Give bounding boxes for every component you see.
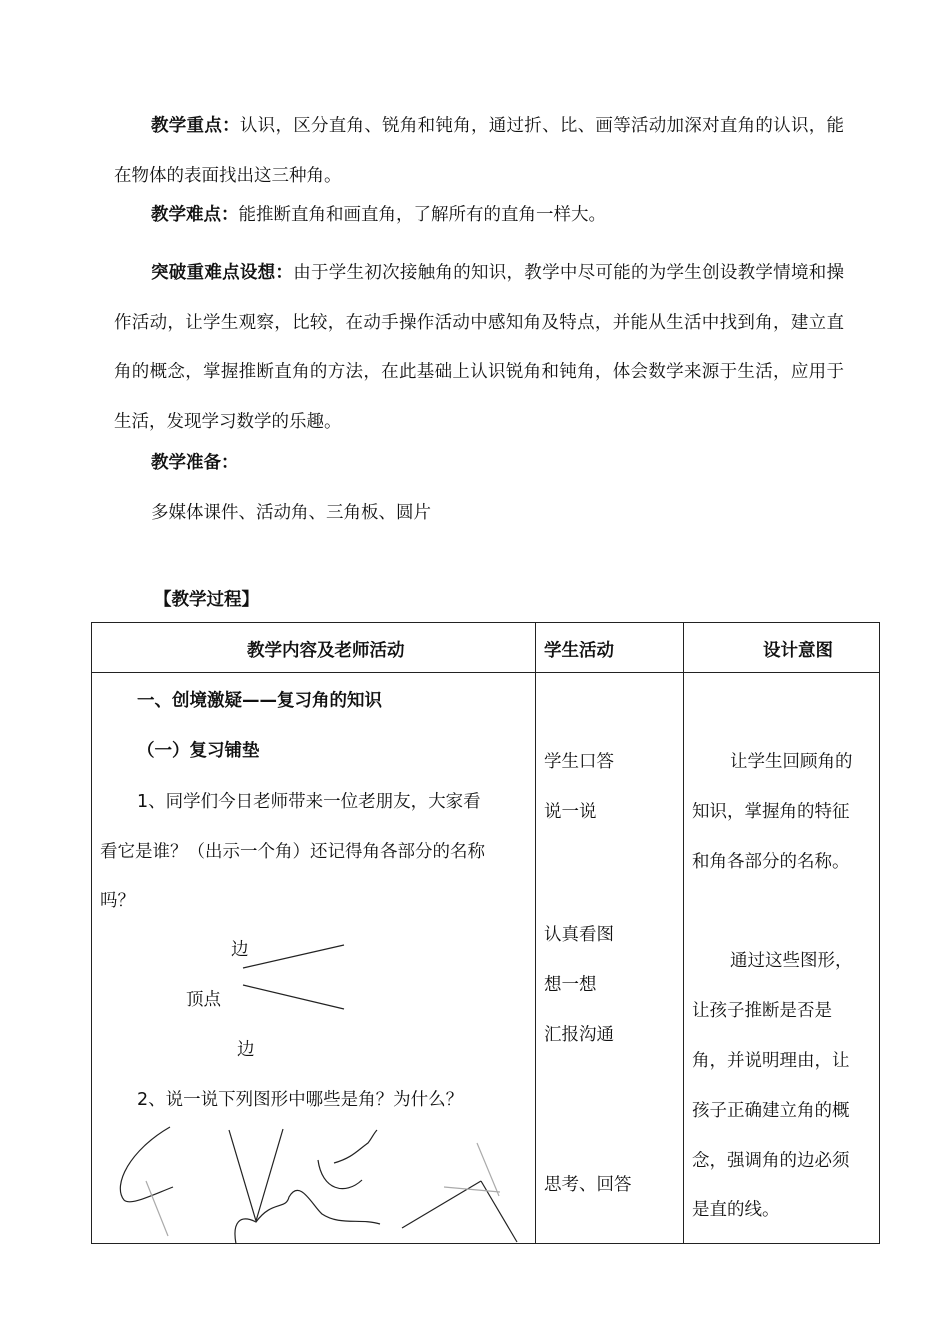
header-content: 教学内容及老师活动 [247, 641, 405, 661]
intent-2-line-4: 孩子正确建立角的概 [692, 1101, 850, 1121]
angle-figure-right-edge [256, 1129, 283, 1221]
grey-line [444, 1187, 500, 1192]
difficulties-label: 教学难点： [151, 205, 239, 225]
angle-diagram [243, 945, 344, 1009]
triangle-edge-left [402, 1181, 481, 1228]
triangle-edge-right [481, 1181, 517, 1242]
question-2: 2、说一说下列图形中哪些是角？为什么？ [137, 1090, 464, 1110]
angle-figures [120, 1127, 517, 1244]
wavy-figure-top [334, 1130, 377, 1163]
breakthrough-text: 由于学生初次接触角的知识，教学中尽可能的为学生创设教学情境和操作活动，让学生观察，比较，在动手操作活动中感知角及特点，并能从生活中找到角，建立直角的概念，掌握推断直角的方法，在此基础上认识锐角和钝角，体会数学来源于生活，应用于生活，发现学习数学的乐趣。 [114, 263, 845, 433]
key-points-text: 认识，区分直角、锐角和钝角，通过折、比、画等活动加深对直角的认识，能在物体的表面找出这三种角。 [114, 116, 845, 186]
grey-line [146, 1181, 168, 1236]
key-points-label: 教学重点： [151, 116, 240, 136]
curved-figure [120, 1127, 173, 1202]
header-student: 学生活动 [544, 641, 614, 661]
section-heading: 一、创境激疑——复习角的知识 [137, 691, 382, 711]
intent-2-line-2: 让孩子推断是否是 [692, 1001, 832, 1021]
student-activity-6: 思考、回答 [544, 1175, 632, 1195]
student-activity-1: 学生口答 [544, 752, 614, 772]
preparation-label: 教学准备： [151, 453, 239, 473]
header-intent: 设计意图 [763, 641, 833, 661]
intent-1-line-1: 让学生回顾角的 [730, 752, 853, 772]
angle-upper-edge [243, 945, 344, 968]
breakthrough-label: 突破重难点设想： [151, 263, 294, 283]
question-1-line-3: 吗？ [100, 891, 135, 911]
grey-line [477, 1143, 499, 1196]
angle-edge-label-top: 边 [231, 940, 249, 960]
intent-1-line-2: 知识，掌握角的特征 [692, 802, 850, 822]
angle-edge-label-bottom: 边 [237, 1040, 255, 1060]
intent-2-line-1: 通过这些图形， [730, 951, 853, 971]
student-activity-2: 说一说 [544, 802, 597, 822]
intent-2-line-6: 是直的线。 [692, 1200, 780, 1220]
angle-vertex-label: 顶点 [186, 990, 221, 1010]
preparation-text: 多媒体课件、活动角、三角板、圆片 [151, 503, 431, 523]
intent-1-line-3: 和角各部分的名称。 [692, 852, 850, 872]
question-1-line-1: 1、同学们今日老师带来一位老朋友，大家看 [137, 792, 481, 812]
subsection-heading: （一）复习铺垫 [137, 741, 260, 761]
difficulties-text: 能推断直角和画直角，了解所有的直角一样大。 [238, 205, 606, 225]
process-title: 【教学过程】 [154, 590, 259, 610]
intent-2-line-5: 念，强调角的边必须 [692, 1151, 850, 1171]
intent-2-line-3: 角，并说明理由，让 [692, 1051, 850, 1071]
arc-figure [318, 1160, 362, 1189]
angle-figure-left-edge [229, 1130, 256, 1221]
student-activity-3: 认真看图 [544, 925, 614, 945]
angle-lower-edge [243, 985, 344, 1009]
question-1-line-2: 看它是谁？（出示一个角）还记得角各部分的名称 [100, 842, 485, 862]
student-activity-5: 汇报沟通 [544, 1025, 614, 1045]
student-activity-4: 想一想 [544, 975, 597, 995]
